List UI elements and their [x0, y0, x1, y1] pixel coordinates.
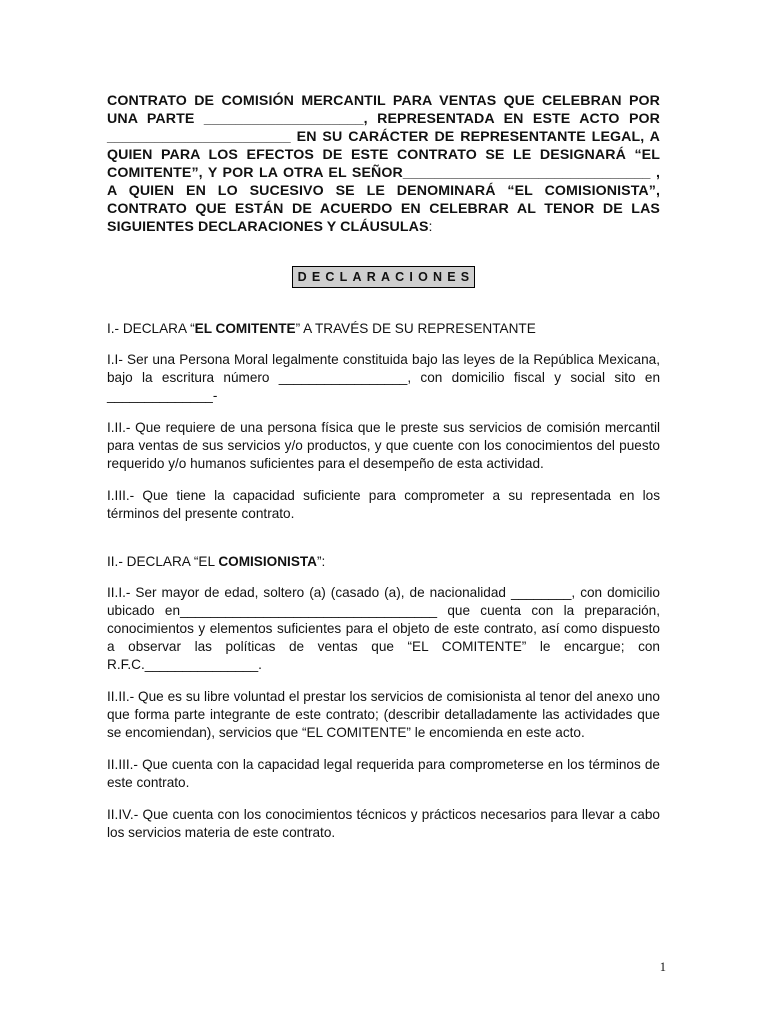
declaration-paragraph: II.III.- Que cuenta con la capacidad legal requerida para comprometerse en los términos de este contrato.	[107, 757, 660, 790]
declaration-heading-suffix: ”:	[317, 554, 326, 569]
declaration-heading-prefix: I.- DECLARA “	[107, 321, 195, 336]
declaration-paragraph: II.IV.- Que cuenta con los conocimientos técnicos y prácticos necesarios para llevar a cabo los servicios materia de este contrato.	[107, 807, 660, 840]
declaration-paragraph: I.III.- Que tiene la capacidad suficiente para comprometer a su representada en los términos del presente contrato.	[107, 488, 660, 521]
declaration-paragraph: I.I- Ser una Persona Moral legalmente constituida bajo las leyes de la República Mexicana, bajo la escritura número _________________, con domicilio fiscal y social sito en ______________-	[107, 352, 660, 403]
page-number: 1	[659, 960, 666, 974]
declaration-heading-prefix: II.- DECLARA “EL	[107, 554, 219, 569]
declaration-paragraph: I.II.- Que requiere de una persona física que le preste sus servicios de comisión mercantil para ventas de sus servicios y/o productos, y que cuente con los conocimientos del puesto requerido y/o humanos suficientes para el desempeño de esta actividad.	[107, 420, 660, 471]
document-body	[107, 92, 660, 842]
declaration-heading-comisionista	[107, 553, 660, 571]
declaration-paragraph: II.I.- Ser mayor de edad, soltero (a) (casado (a), de nacionalidad ________, con domicilio ubicado en__________________________________ que cuenta con la preparación, conocimientos y elementos suficientes para el objeto de este contrato, así como dispuesto a observar las políticas de ventas que “EL COMITENTE” le encargue; con R.F.C._______________.	[107, 585, 660, 672]
contract-title-colon: :	[428, 219, 433, 235]
declaration-heading-party: COMISIONISTA	[218, 554, 317, 569]
section-title-container	[107, 266, 660, 290]
declaration-heading-suffix: ” A TRAVÉS DE SU REPRESENTANTE	[295, 321, 536, 336]
contract-title	[107, 92, 660, 236]
contract-title-text: CONTRATO DE COMISIÓN MERCANTIL PARA VENTAS QUE CELEBRAN POR UNA PARTE ____________________, REPRESENTADA EN ESTE ACTO POR _______________________ EN SU CARÁCTER DE REPRESENTANTE LEGAL, A QUIEN PARA LOS EFECTOS DE ESTE CONTRATO SE LE DESIGNARÁ “EL COMITENTE”, Y POR LA OTRA EL SEÑOR_______________________________ , A QUIEN EN LO SUCESIVO SE LE DENOMINARÁ “EL COMISIONISTA”, CONTRATO QUE ESTÁN DE ACUERDO EN CELEBRAR AL TENOR DE LAS SIGUIENTES DECLARACIONES Y CLÁUSULAS	[107, 93, 660, 235]
section-title-declarations: DECLARACIONES	[292, 266, 476, 288]
declaration-paragraph: II.II.- Que es su libre voluntad el prestar los servicios de comisionista al tenor del anexo uno que forma parte integrante de este contrato; (describir detalladamente las actividades que se encomiendan), servicios que “EL COMITENTE” le encomienda en este acto.	[107, 689, 660, 740]
declaration-heading-party: EL COMITENTE	[194, 321, 296, 336]
declaration-heading-comitente	[107, 320, 660, 338]
